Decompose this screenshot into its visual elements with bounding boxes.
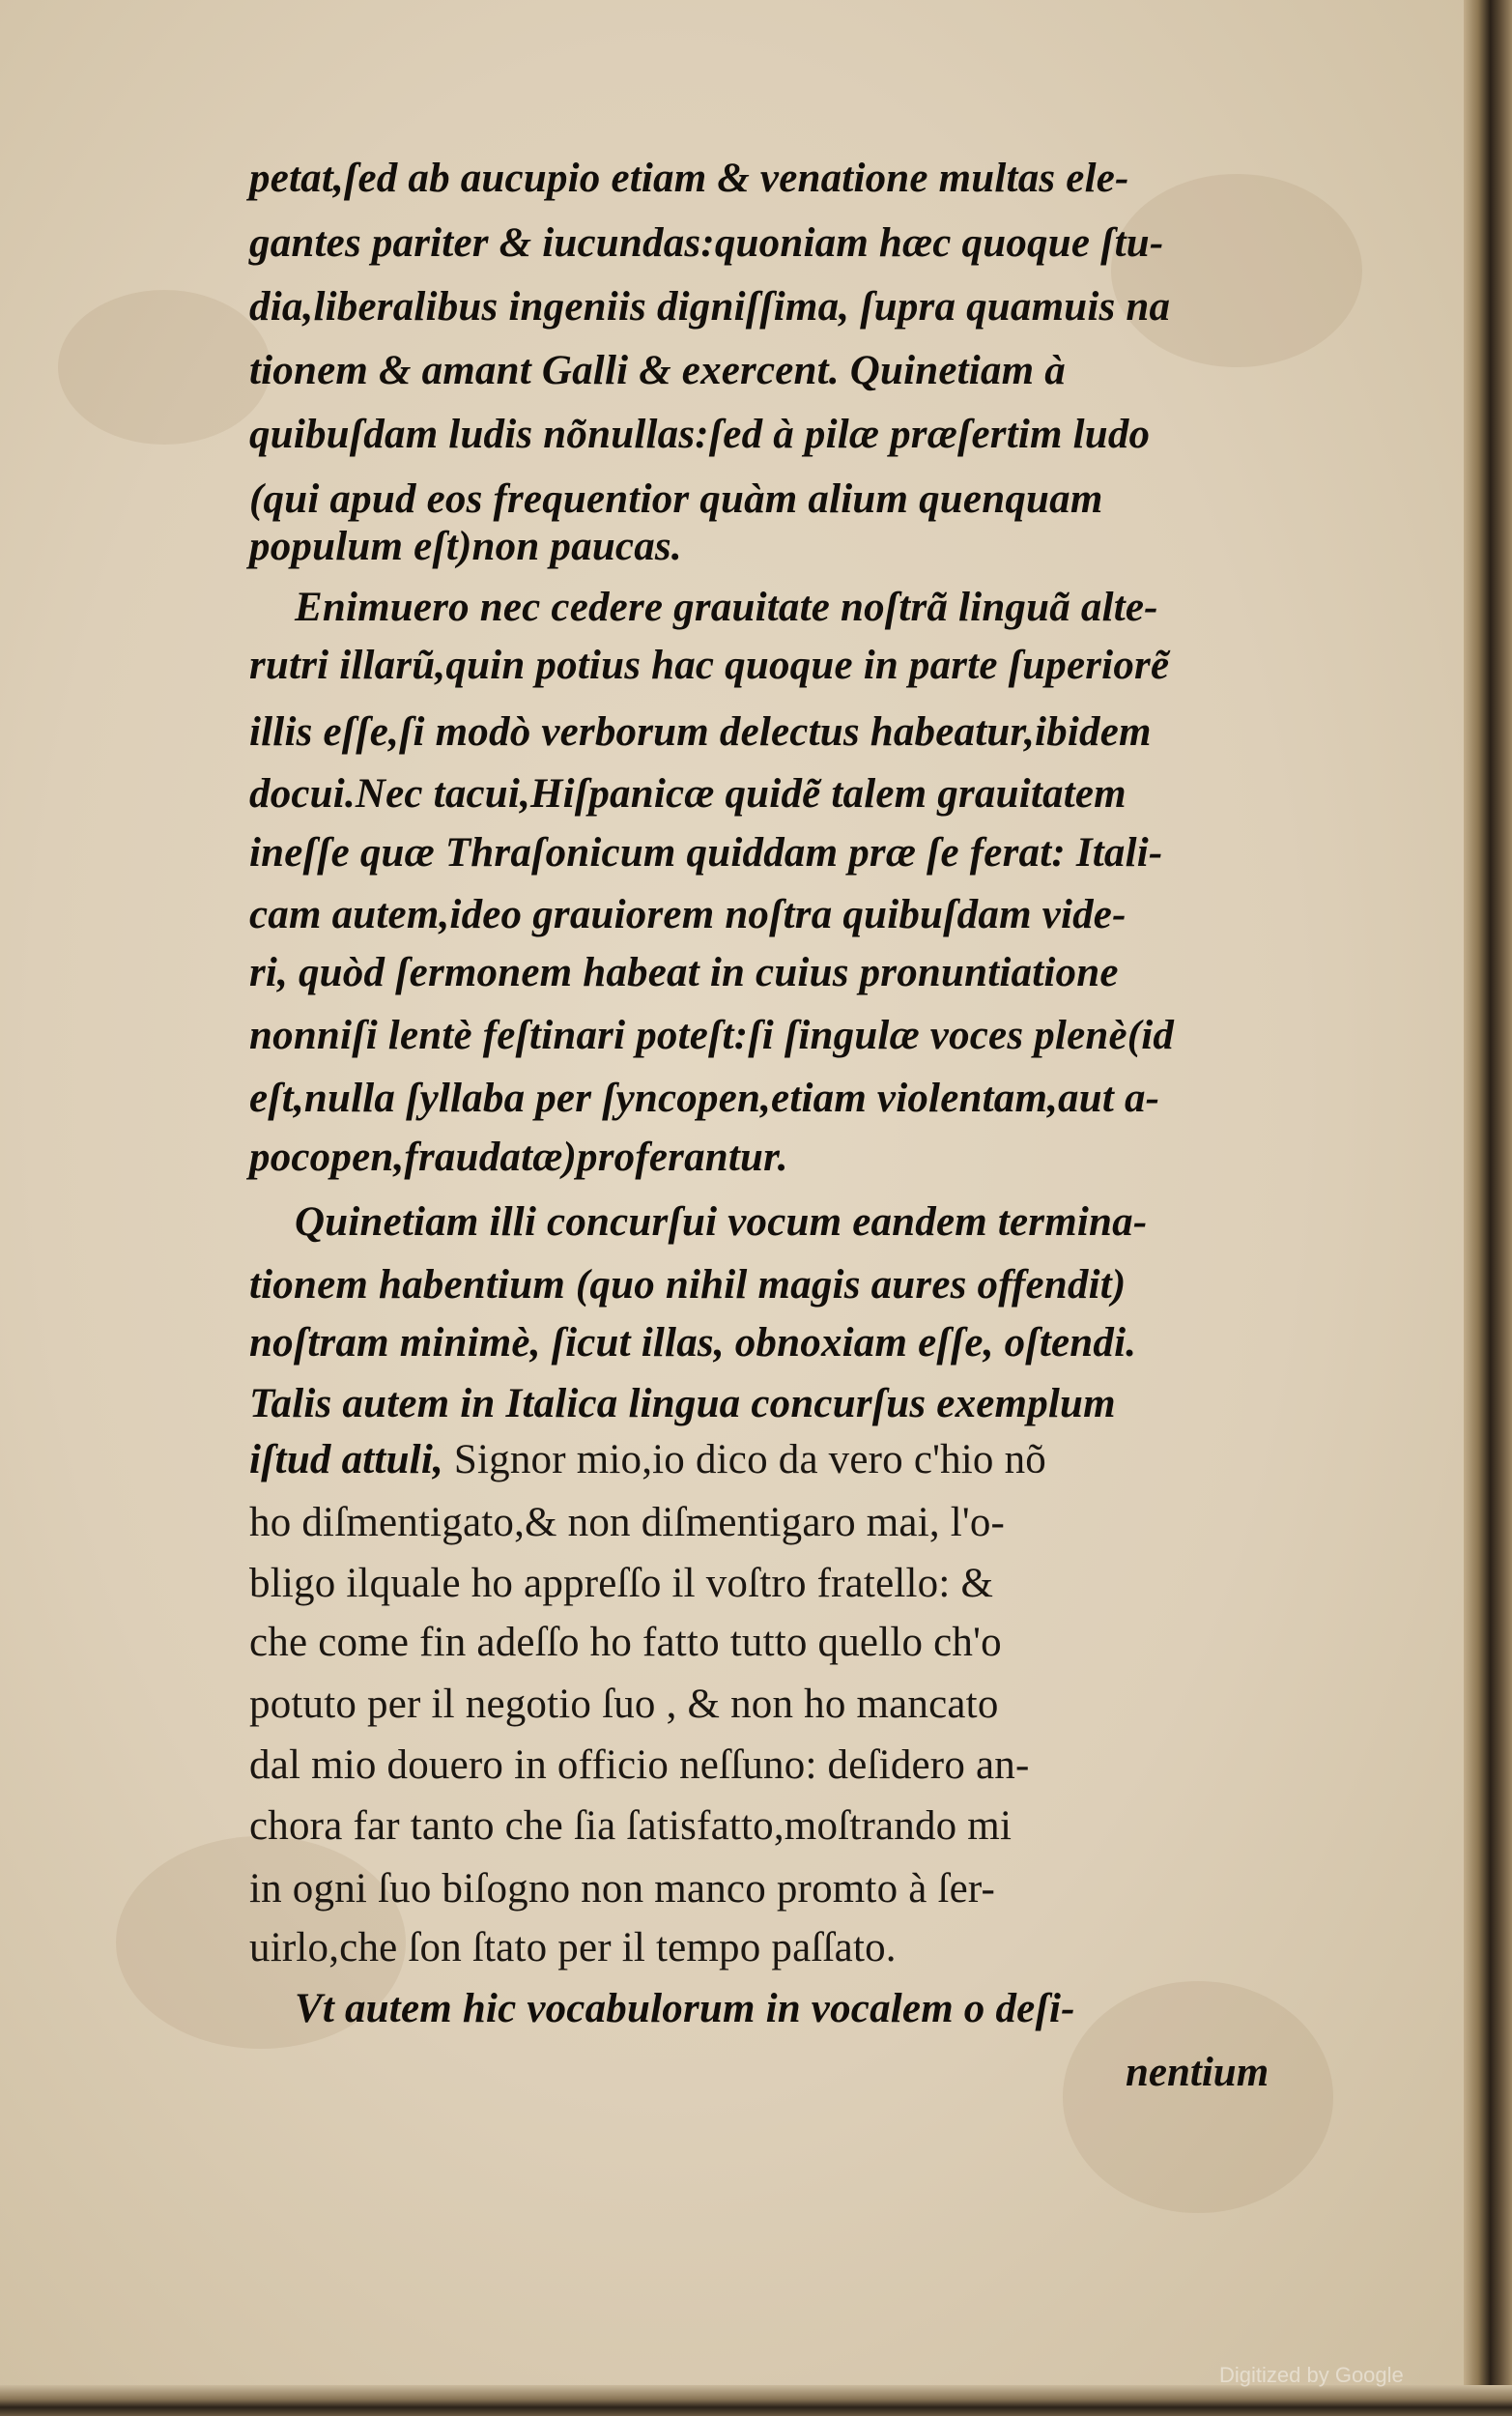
text-line: potuto per il negotio ſuo , & non ho mancato — [249, 1682, 999, 1727]
text-line: (qui apud eos frequentior quàm alium quenquam — [249, 476, 1103, 522]
digitization-watermark: Digitized by Google — [1219, 2363, 1404, 2387]
text-line: che come fin adeſſo ho fatto tutto quello ch'o — [249, 1620, 1002, 1665]
paper-stain — [1063, 1981, 1333, 2213]
text-line: noſtram minimè, ſicut illas, obnoxiam eſſe, oſtendi. — [249, 1320, 1137, 1366]
text-line: dal mio douero in officio neſſuno: deſidero an- — [249, 1742, 1030, 1788]
catchword: nentium — [1126, 2050, 1270, 2095]
page-edge-bottom — [0, 2385, 1512, 2416]
text-line: Enimuero nec cedere grauitate noſtrã linguã alte- — [295, 585, 1158, 630]
text-line: nonniſi lentè feſtinari poteſt:ſi ſingulæ voces plenè(id — [249, 1013, 1175, 1058]
paper-stain — [58, 290, 271, 445]
text-line: tionem & amant Galli & exercent. Quinetiam à — [249, 348, 1066, 393]
text-line: ho diſmentigato,& non diſmentigaro mai, l'o- — [249, 1500, 1006, 1545]
text-line: dia,liberalibus ingeniis digniſſima, ſupra quamuis na — [249, 284, 1171, 330]
text-line: populum eſt)non paucas. — [249, 524, 682, 569]
text-line: in ogni ſuo biſogno non manco promto à ſer- — [249, 1866, 996, 1912]
text-line: tionem habentium (quo nihil magis aures offendit) — [249, 1262, 1127, 1308]
text-line: ineſſe quæ Thraſonicum quiddam præ ſe ferat: Itali- — [249, 830, 1163, 876]
italic-text: iſtud attuli, — [249, 1437, 443, 1482]
text-line: cam autem,ideo grauiorem noſtra quibuſdam vide- — [249, 892, 1127, 937]
text-line: eſt,nulla ſyllaba per ſyncopen,etiam violentam,aut a- — [249, 1076, 1160, 1121]
text-line: quibuſdam ludis nõnullas:ſed à pilæ præſertim ludo — [249, 412, 1151, 457]
page-edge-right — [1464, 0, 1512, 2416]
text-line: Vt autem hic vocabulorum in vocalem o deſi- — [295, 1986, 1075, 2031]
text-line: illis eſſe,ſi modò verborum delectus habeatur,ibidem — [249, 709, 1152, 755]
text-line: chora far tanto che ſia ſatisfatto,moſtrando mi — [249, 1803, 1013, 1849]
text-line: docui.Nec tacui,Hiſpanicæ quidẽ talem grauitatem — [249, 771, 1127, 817]
text-line: gantes pariter & iucundas:quoniam hæc quoque ſtu- — [249, 220, 1164, 266]
paper-stain — [1111, 174, 1362, 367]
text-line: bligo ilquale ho appreſſo il voſtro fratello: & — [249, 1561, 994, 1606]
text-line: petat,ſed ab aucupio etiam & venatione multas ele- — [249, 156, 1129, 201]
text-line: pocopen,fraudatæ)proferantur. — [249, 1135, 788, 1180]
text-line: rutri illarũ,quin potius hac quoque in parte ſuperiorẽ — [249, 643, 1170, 688]
text-line: Quinetiam illi concurſui vocum eandem termina- — [295, 1199, 1148, 1245]
text-line: uirlo,che ſon ſtato per il tempo paſſato. — [249, 1925, 897, 1970]
text-line-mixed — [249, 1436, 1046, 1483]
text-line: ri, quòd ſermonem habeat in cuius pronuntiatione — [249, 950, 1119, 995]
text-line: Talis autem in Italica lingua concurſus exemplum — [249, 1381, 1116, 1426]
roman-text: Signor mio,io dico da vero c'hio nõ — [453, 1437, 1046, 1482]
